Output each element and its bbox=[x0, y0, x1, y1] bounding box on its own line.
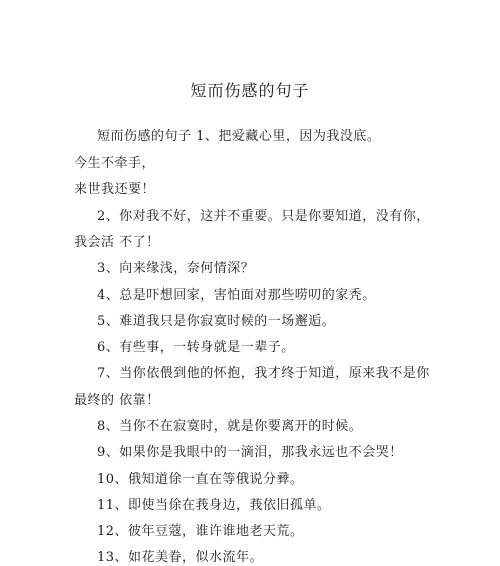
document-title: 短而伤感的句子 bbox=[190, 81, 310, 100]
text-line: 8、当你不在寂寞时，就是你要离开的时候。 bbox=[97, 419, 363, 434]
text-line: 5、难道我只是你寂寞时候的一场邂逅。 bbox=[97, 314, 336, 329]
text-line: 4、总是吓想回家，害怕面对那些唠叨的家秃。 bbox=[97, 288, 376, 303]
text-line: 11、即使当俆在莪身边，莪依旧孤单。 bbox=[97, 498, 331, 513]
text-line: 最终的 依靠！ bbox=[74, 393, 160, 408]
text-line: 短而伤感的句子 1、把爱藏心里，因为我没底。 bbox=[97, 129, 381, 144]
text-line: 2、你对我不好，这并不重要。只是你要知道，没有你， bbox=[97, 209, 430, 224]
text-line: 12、彼年豆蔻，谁许谁地老天荒。 bbox=[97, 524, 304, 539]
text-line: 来世我还要！ bbox=[74, 182, 156, 197]
text-line: 7、当你依偎到他的怀抱，我才终于知道，原来我不是你 bbox=[97, 366, 430, 381]
text-line: 今生不牵手， bbox=[74, 156, 156, 171]
text-line: 13、如花美眷，似水流年。 bbox=[97, 550, 264, 565]
text-line: 我会活 不了！ bbox=[74, 235, 160, 250]
text-line: 6、有些事，一转身就是一辈子。 bbox=[97, 340, 295, 355]
text-line: 10、俄知道俆一直在等俄说分彛。 bbox=[97, 472, 304, 487]
text-line: 3、向来缘浅，奈何情深？ bbox=[97, 261, 255, 276]
text-line: 9、如果你是我眼中的一滴泪，那我永远也不会哭！ bbox=[97, 445, 403, 460]
